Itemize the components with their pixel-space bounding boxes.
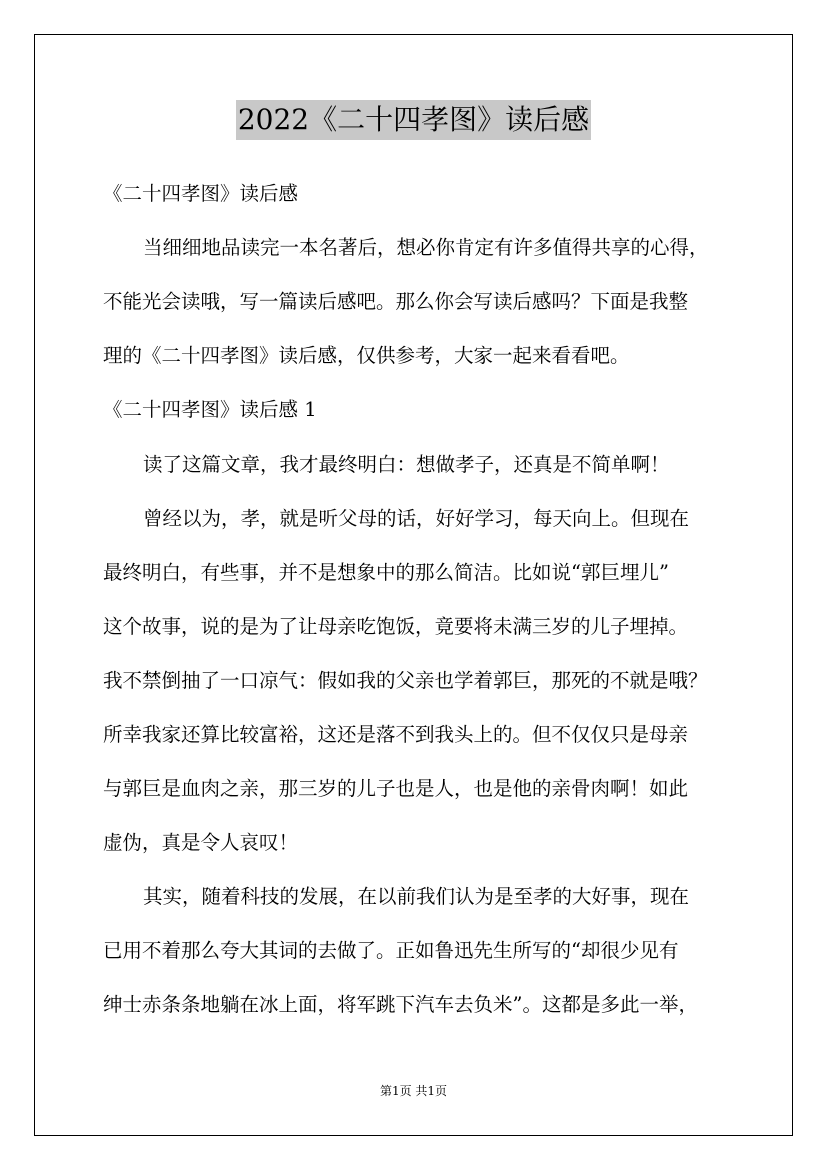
paragraph-line: 不能光会读哦，写一篇读后感吧。那么你会写读后感吗？下面是我整 bbox=[103, 290, 689, 313]
paragraph-line: 理的《二十四孝图》读后感，仅供参考，大家一起来看看吧。 bbox=[103, 344, 630, 367]
subtitle-line: 《二十四孝图》读后感 bbox=[103, 182, 299, 205]
title-container bbox=[0, 100, 827, 140]
page-footer: 第1页 共1页 bbox=[379, 1084, 448, 1098]
paragraph-line: 最终明白，有些事，并不是想象中的那么简洁。比如说“郭巨埋儿” bbox=[103, 561, 669, 584]
paragraph-line: 虚伪，真是令人哀叹！ bbox=[103, 831, 299, 854]
document-title: 2022《二十四孝图》读后感 bbox=[236, 100, 591, 140]
paragraph-line: 这个故事，说的是为了让母亲吃饱饭，竟要将未满三岁的儿子埋掉。 bbox=[103, 615, 689, 638]
paragraph-line: 与郭巨是血肉之亲，那三岁的儿子也是人，也是他的亲骨肉啊！如此 bbox=[103, 777, 689, 800]
paragraph-line: 所幸我家还算比较富裕，这还是落不到我头上的。但不仅仅只是母亲 bbox=[103, 723, 689, 746]
paragraph-line: 我不禁倒抽了一口凉气：假如我的父亲也学着郭巨，那死的不就是哦？ bbox=[103, 669, 708, 692]
paragraph-line: 读了这篇文章，我才最终明白：想做孝子，还真是不简单啊！ bbox=[143, 453, 670, 476]
paragraph-line: 绅士赤条条地躺在冰上面，将军跳下汽车去负米”。这都是多此一举， bbox=[103, 993, 698, 1016]
paragraph-line: 当细细地品读完一本名著后，想必你肯定有许多值得共享的心得， bbox=[143, 236, 709, 259]
section-heading: 《二十四孝图》读后感 1 bbox=[103, 398, 317, 421]
paragraph-line: 已用不着那么夸大其词的去做了。正如鲁迅先生所写的“却很少见有 bbox=[103, 939, 679, 962]
paragraph-line: 曾经以为，孝，就是听父母的话，好好学习，每天向上。但现在 bbox=[143, 507, 690, 530]
paragraph-line: 其实，随着科技的发展，在以前我们认为是至孝的大好事，现在 bbox=[143, 885, 690, 908]
